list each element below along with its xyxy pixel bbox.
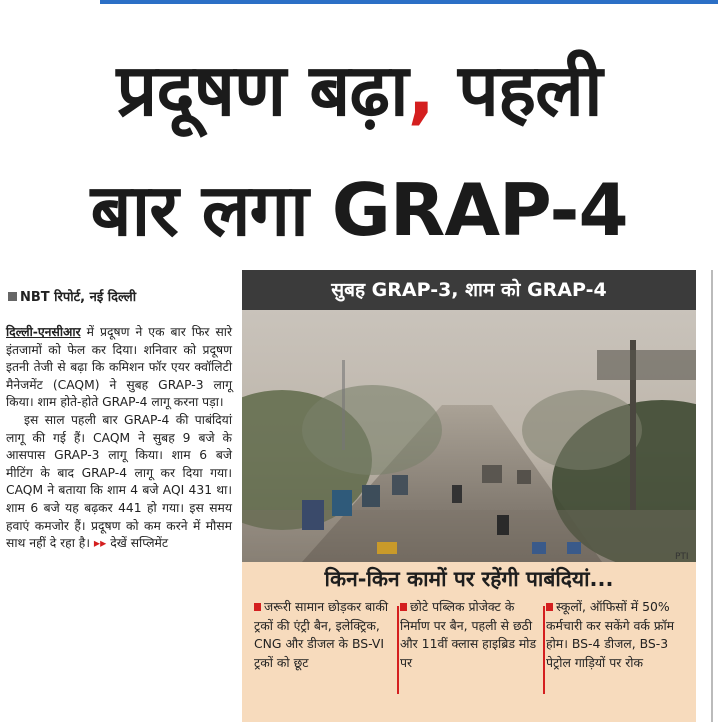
restriction-text: स्कूलों, ऑफिसों में 50% कर्मचारी कर सकेंगे वर्क फ्रॉम होम। BS-4 डीजल, BS-3 पेट्रोल गाड़ियों पर रोक [546,599,675,670]
article-paragraph [6,412,232,553]
red-bullet-icon [400,603,407,611]
photo-credit: PTI [675,552,689,562]
restrictions-title: किन-किन कामों पर रहेंगी पाबंदियां... [324,567,614,591]
see-supplement-link[interactable]: देखें सप्लिमेंट [110,536,169,551]
article-text: इस साल पहली बार GRAP-4 की पाबंदियां लागू की गई हैं। CAQM ने सुबह 9 बजे के आसपास GRAP-3 लागू किया। शाम 6 बजे मीटिंग के बाद GRAP-4 लागू कर दिया गया। CAQM ने बताया कि शाम 4 बजे AQI 431 था। शाम 6 बजे यह बढ़कर 441 हो गया। इस समय हवाएं कमजोर हैं। प्रदूषण को कम करने में मौसम साथ नहीं दे रहा है। [6,412,232,551]
restriction-item [400,598,538,672]
restriction-text: छोटे पब्लिक प्रोजेक्ट के निर्माण पर बैन, पहली से छठी और 11वीं क्लास हाइब्रिड मोड पर [400,599,537,670]
headline-line-1 [0,40,718,140]
double-arrow-icon: ▸▸ [93,536,107,551]
smog-road-photo [242,310,696,562]
byline [8,287,136,305]
restriction-item [254,598,394,672]
article-lead: दिल्ली-एनसीआर [6,325,81,339]
restriction-item [546,598,690,672]
column-separator [397,606,399,694]
article-body [6,324,232,553]
restrictions-box [242,562,696,722]
headline-part: पहली [433,48,602,132]
headline-line-2: बार लगा GRAP-4 [90,168,628,252]
square-bullet-icon [8,292,17,301]
byline-text: NBT रिपोर्ट, नई दिल्ली [20,290,137,305]
column-divider [711,270,713,722]
article-text: में प्रदूषण ने एक बार फिर सारे इंतजामों को फेल कर दिया। शनिवार को प्रदूषण इतनी तेजी से बढ़ा कि कमिशन फॉर एयर क्वॉलिटी मैनेजमेंट (CAQM) ने सुबह GRAP-3 लागू किया। शाम होते-होते GRAP-4 लागू करना पड़ा। [6,325,232,410]
headline-comma: , [407,48,434,132]
red-bullet-icon [254,603,261,611]
article-paragraph [6,324,232,412]
red-bullet-icon [546,603,553,611]
photo-block [242,270,696,562]
column-separator [543,606,545,694]
top-rule [100,0,718,4]
headline-part: प्रदूषण बढ़ा [116,48,408,132]
photo-caption: सुबह GRAP-3, शाम को GRAP-4 [242,270,696,310]
restriction-text: जरूरी सामान छोड़कर बाकी ट्रकों की एंट्री बैन, इलेक्ट्रिक, CNG और डीजल के BS-VI ट्रकों को छूट [254,599,389,670]
